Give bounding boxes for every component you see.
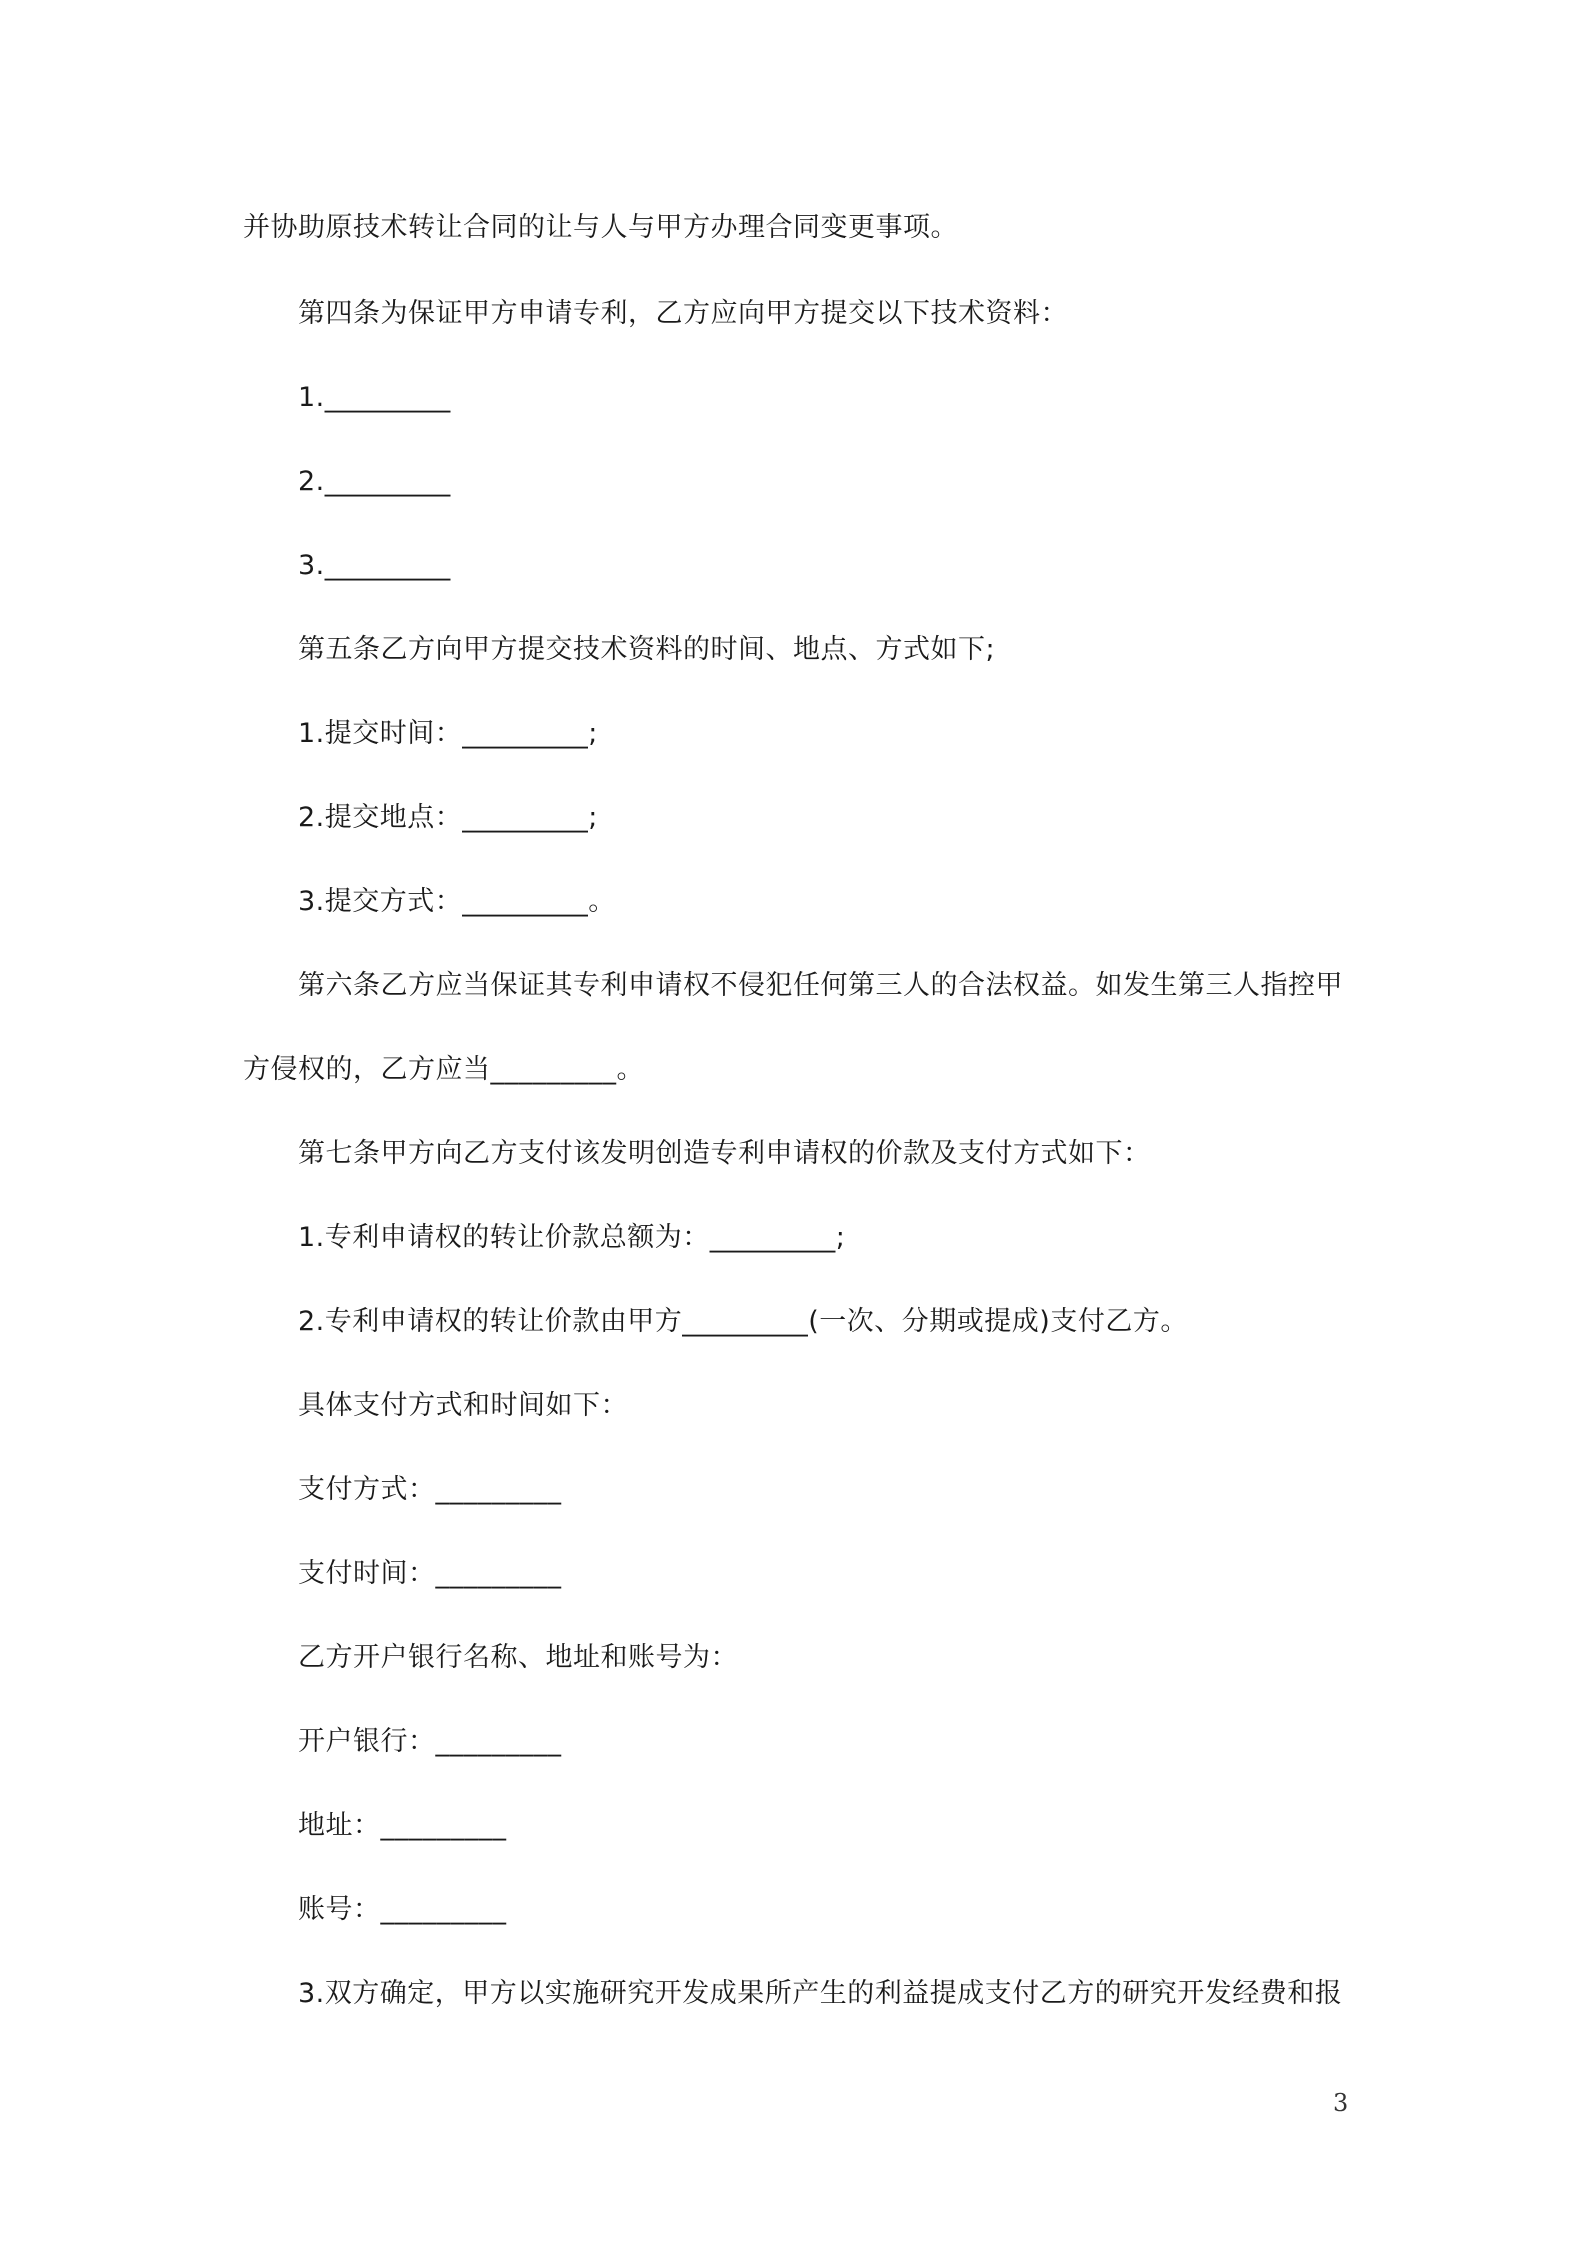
form-field-line: 开户银行：_________ [298,1726,562,1757]
article-5-heading: 第五条乙方向甲方提交技术资料的时间、地点、方式如下; [298,634,996,665]
list-item: 2.提交地点：_________; [298,802,598,833]
list-item: 3._________ [298,550,451,581]
paragraph-line: 并协助原技术转让合同的让与人与甲方办理合同变更事项。 [243,212,958,243]
article-7-heading: 第七条甲方向乙方支付该发明创造专利申请权的价款及支付方式如下： [298,1138,1151,1169]
list-item: 3.双方确定，甲方以实施研究开发成果所产生的利益提成支付乙方的研究开发经费和报 [298,1978,1343,2009]
list-item: 2._________ [298,466,451,497]
paragraph-line: 乙方开户银行名称、地址和账号为： [298,1642,738,1673]
form-field-line: 账号：_________ [298,1894,507,1925]
list-item: 1.专利申请权的转让价款总额为：_________; [298,1222,846,1253]
form-field-line: 地址：_________ [298,1810,507,1841]
article-6-heading: 第六条乙方应当保证其专利申请权不侵犯任何第三人的合法权益。如发生第三人指控甲 [298,970,1343,1001]
list-item: 1._________ [298,382,451,413]
paragraph-line: 方侵权的，乙方应当_________。 [243,1054,644,1085]
form-field-line: 支付时间：_________ [298,1558,562,1589]
form-field-line: 支付方式：_________ [298,1474,562,1505]
paragraph-line: 具体支付方式和时间如下： [298,1390,628,1421]
list-item: 2.专利申请权的转让价款由甲方_________(一次、分期或提成)支付乙方。 [298,1306,1188,1337]
article-4-heading: 第四条为保证甲方申请专利，乙方应向甲方提交以下技术资料： [298,298,1068,329]
list-item: 3.提交方式：_________。 [298,886,616,917]
list-item: 1.提交时间：_________; [298,718,598,749]
page-number: 3 [1333,2089,1349,2117]
